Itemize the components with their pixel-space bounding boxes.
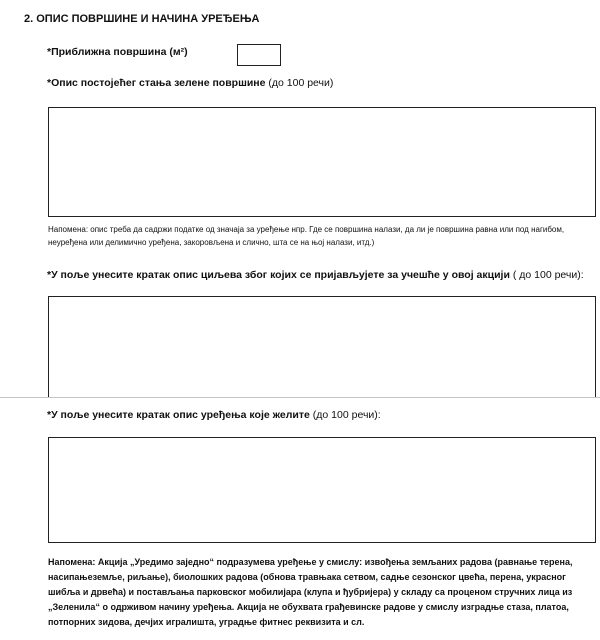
- final-note: Напомена: Акција „Уредимо заједно“ подразумева уређење у смислу: извођења земљаних радова (равнање терена, насипањеземље, риљање), биолошких радова (обнова травњака сетвом, садње сезонског цвећа, перена, украсног шибља и дрвећа) и постављања парковског мобилијара (клупа и ђубријера) у складу са проценом стручних лица из „Зеленила“ о одрживом начину уређења. Акција не обухвата грађевинске радове у смислу изградње стаза, платоа, потпорних зидова, дечјих игралишта, уградње фитнес реквизита и сл.: [48, 557, 573, 627]
- area-input[interactable]: [237, 44, 281, 66]
- goals-label: [47, 269, 584, 281]
- current-state-label-text: *Опис постојећег стања зелене површине: [47, 77, 266, 89]
- works-label-text: *У поље унесите кратак опис уређења које желите: [47, 409, 310, 421]
- section-heading: 2. ОПИС ПОВРШИНЕ И НАЧИНА УРЕЂЕЊА: [24, 13, 260, 25]
- page-break: [0, 397, 600, 406]
- works-hint: (до 100 речи):: [312, 409, 381, 421]
- goals-label-text: *У поље унесите кратак опис циљева због којих се пријављујете за учешће у овој акцији: [47, 269, 510, 281]
- current-state-hint: (до 100 речи): [268, 77, 334, 89]
- works-label: [47, 409, 381, 421]
- current-state-textarea[interactable]: [48, 107, 596, 217]
- area-label: *Приближна површина (м²): [47, 46, 188, 58]
- goals-textarea[interactable]: [48, 296, 596, 402]
- goals-hint: ( до 100 речи):: [512, 269, 584, 281]
- works-textarea[interactable]: [48, 437, 596, 543]
- current-state-note: Напомена: опис треба да садржи податке од значаја за уређење нпр. Где се површина налази, да ли је површина равна или под нагибом, неуређена или делимично уређена, закоровљена и слично, шта се на њој налази, итд.): [48, 225, 565, 247]
- current-state-label: [47, 77, 333, 89]
